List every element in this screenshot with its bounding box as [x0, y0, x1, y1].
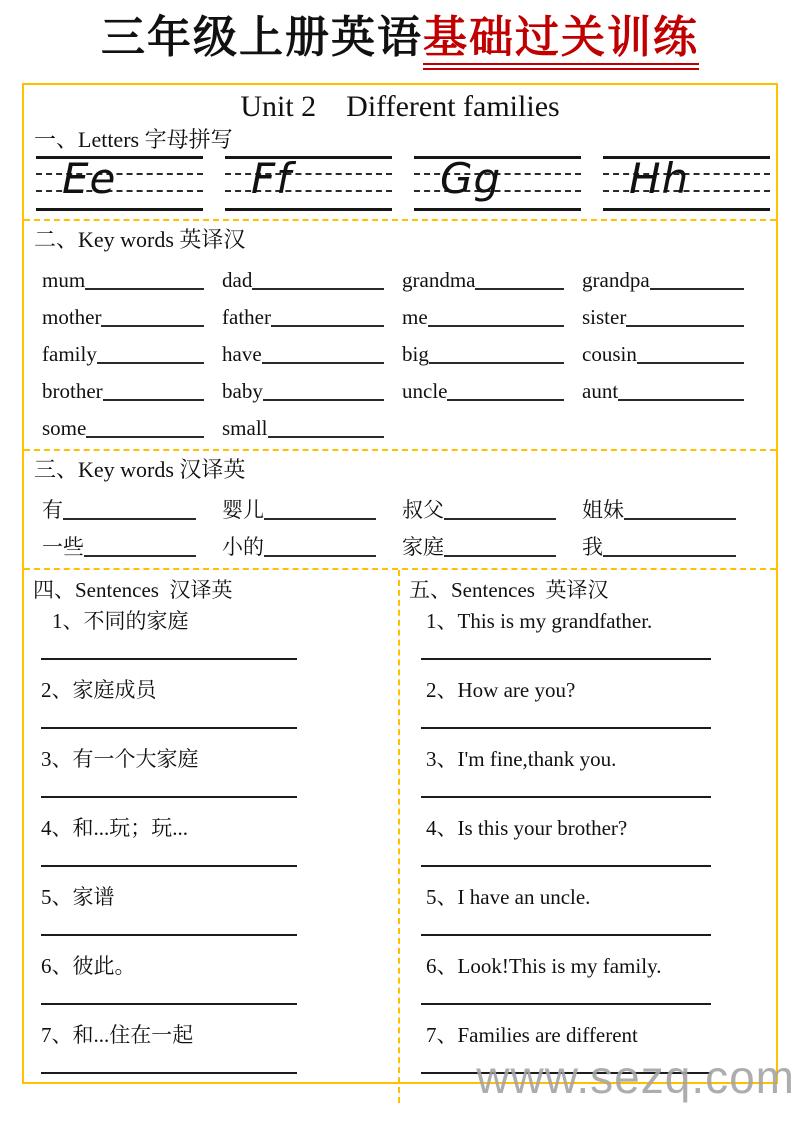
sentence-prompt: 1、This is my grandfather.	[426, 609, 653, 633]
keyword-item	[582, 295, 762, 332]
keyword-item	[222, 525, 402, 562]
keyword-label: family	[42, 342, 97, 366]
section-sentences	[24, 568, 776, 1103]
keyword-item	[42, 332, 222, 369]
answer-line	[421, 658, 711, 660]
letter-pair: Gg	[440, 154, 502, 203]
letter-pair: Ff	[251, 154, 292, 203]
sentence-prompt: 2、How are you?	[426, 678, 576, 702]
answer-blank	[264, 518, 376, 520]
sentence-prompt: 3、I'm fine,thank you.	[426, 747, 617, 771]
keyword-label: father	[222, 305, 271, 329]
keyword-label: 一些	[42, 535, 84, 559]
answer-blank	[252, 288, 384, 290]
sentence-item	[400, 1018, 776, 1087]
answer-blank	[84, 555, 196, 557]
keyword-item	[402, 332, 582, 369]
unit-title: Unit 2 Different families	[240, 90, 560, 123]
keyword-label: grandma	[402, 268, 476, 292]
keyword-item	[582, 258, 762, 295]
answer-blank	[603, 555, 736, 557]
keyword-label: dad	[222, 268, 253, 292]
keyword-label: uncle	[402, 379, 448, 403]
writing-guide	[414, 156, 581, 211]
sentences-cn-heading: 四、Sentences 汉译英	[33, 578, 233, 602]
letters-heading: 一、Letters 字母拼写	[34, 127, 233, 152]
answer-blank	[268, 436, 385, 438]
keyword-item	[42, 406, 222, 443]
keyword-item	[222, 295, 402, 332]
keyword-label: mum	[42, 268, 86, 292]
keyword-item	[42, 525, 222, 562]
answer-line	[41, 658, 297, 660]
answer-blank	[637, 362, 744, 364]
sentence-prompt: 6、彼此。	[41, 954, 136, 978]
keyword-label: small	[222, 416, 268, 440]
answer-blank	[618, 399, 744, 401]
answer-blank	[85, 288, 204, 290]
keyword-label: big	[402, 342, 429, 366]
keyword-label: grandpa	[582, 268, 650, 292]
keyword-label: some	[42, 416, 87, 440]
section-keywords-en	[24, 227, 776, 449]
sentence-item	[24, 604, 398, 673]
keyword-label: 小的	[222, 535, 264, 559]
keyword-label: brother	[42, 379, 103, 403]
sentence-prompt: 4、和...玩；玩...	[41, 816, 188, 840]
keyword-label: sister	[582, 305, 627, 329]
answer-blank	[444, 555, 556, 557]
answer-blank	[650, 288, 744, 290]
sentence-item	[24, 811, 398, 880]
keywords-cn-heading: 三、Key words 汉译英	[34, 457, 246, 482]
sentence-prompt: 7、Families are different	[426, 1023, 638, 1047]
keyword-item	[582, 525, 762, 562]
answer-blank	[86, 436, 204, 438]
writing-guides-row	[36, 156, 770, 211]
answer-blank	[271, 325, 384, 327]
sentence-item	[24, 949, 398, 1018]
answer-line	[421, 1003, 711, 1005]
answer-line	[421, 727, 711, 729]
answer-blank	[444, 518, 556, 520]
answer-blank	[624, 518, 736, 520]
answer-blank	[428, 325, 564, 327]
worksheet-frame	[22, 83, 778, 1084]
sentence-item	[400, 811, 776, 880]
answer-blank	[429, 362, 564, 364]
keyword-item	[402, 295, 582, 332]
answer-line	[41, 727, 297, 729]
answer-line	[421, 934, 711, 936]
answer-line	[421, 796, 711, 798]
keyword-label: 我	[582, 535, 603, 559]
keyword-item	[582, 332, 762, 369]
sentence-prompt: 2、家庭成员	[41, 678, 157, 702]
sentences-en-heading: 五、Sentences 英译汉	[409, 578, 609, 602]
watermark: www.sezq.com	[476, 1051, 795, 1103]
writing-guide	[225, 156, 392, 211]
keyword-label: 婴儿	[222, 498, 264, 522]
keyword-label: 叔父	[402, 498, 444, 522]
sentence-prompt: 7、和...住在一起	[41, 1023, 194, 1047]
sentence-item	[24, 742, 398, 811]
keywords-cn-grid	[24, 483, 776, 568]
keyword-label: 有	[42, 498, 63, 522]
keyword-item	[582, 488, 762, 525]
sentences-cn-column	[24, 570, 400, 1103]
page-title-black: 三年级上册英语	[101, 13, 423, 62]
keyword-label: 姐妹	[582, 498, 624, 522]
keyword-item	[42, 488, 222, 525]
answer-blank	[475, 288, 564, 290]
writing-guide	[603, 156, 770, 211]
answer-line	[41, 1003, 297, 1005]
keyword-item	[42, 369, 222, 406]
keyword-label: mother	[42, 305, 102, 329]
answer-line	[41, 1072, 297, 1074]
sentences-en-column	[400, 570, 776, 1103]
answer-blank	[97, 362, 204, 364]
answer-blank	[103, 399, 204, 401]
keyword-item	[402, 525, 582, 562]
keyword-label: aunt	[582, 379, 619, 403]
section-keywords-cn	[24, 457, 776, 568]
section-separator	[24, 219, 776, 221]
answer-line	[41, 796, 297, 798]
keyword-item	[402, 258, 582, 295]
answer-blank	[263, 399, 384, 401]
keyword-item	[222, 258, 402, 295]
sentence-item	[400, 949, 776, 1018]
keyword-item	[222, 406, 402, 443]
sentence-item	[400, 604, 776, 673]
keyword-item	[402, 488, 582, 525]
sentence-item	[400, 673, 776, 742]
answer-line	[421, 865, 711, 867]
answer-line	[421, 1072, 711, 1074]
sentence-prompt: 1、不同的家庭	[52, 609, 189, 633]
sentence-item	[24, 880, 398, 949]
keyword-label: have	[222, 342, 262, 366]
keyword-label: 家庭	[402, 535, 444, 559]
sentence-item	[400, 742, 776, 811]
keyword-item	[42, 295, 222, 332]
answer-blank	[63, 518, 196, 520]
answer-line	[41, 934, 297, 936]
keyword-label: cousin	[582, 342, 637, 366]
answer-blank	[447, 399, 564, 401]
sentence-prompt: 3、有一个大家庭	[41, 747, 199, 771]
keywords-en-grid	[24, 253, 776, 449]
sentence-item	[24, 673, 398, 742]
keywords-en-heading: 二、Key words 英译汉	[34, 227, 246, 252]
answer-line	[41, 865, 297, 867]
sentence-prompt: 5、I have an uncle.	[426, 885, 591, 909]
keyword-label: baby	[222, 379, 263, 403]
letter-pair: Hh	[629, 154, 690, 203]
keyword-item	[402, 369, 582, 406]
sentence-prompt: 5、家谱	[41, 885, 115, 909]
keyword-item	[222, 332, 402, 369]
sentence-prompt: 4、Is this your brother?	[426, 816, 628, 840]
sentence-prompt: 6、Look!This is my family.	[426, 954, 662, 978]
keyword-item	[222, 488, 402, 525]
section-separator	[24, 449, 776, 451]
answer-blank	[262, 362, 384, 364]
answer-blank	[626, 325, 744, 327]
writing-guide	[36, 156, 203, 211]
keyword-item	[222, 369, 402, 406]
section-letters	[24, 127, 776, 211]
page-title	[0, 0, 800, 77]
sentence-item	[400, 880, 776, 949]
keyword-item	[42, 258, 222, 295]
page-title-red-underlined: 基础过关训练	[423, 13, 699, 70]
letter-pair: Ee	[62, 154, 117, 203]
sentence-item	[24, 1018, 398, 1087]
keyword-label: me	[402, 305, 428, 329]
answer-blank	[264, 555, 376, 557]
keyword-item	[582, 369, 762, 406]
answer-blank	[101, 325, 204, 327]
